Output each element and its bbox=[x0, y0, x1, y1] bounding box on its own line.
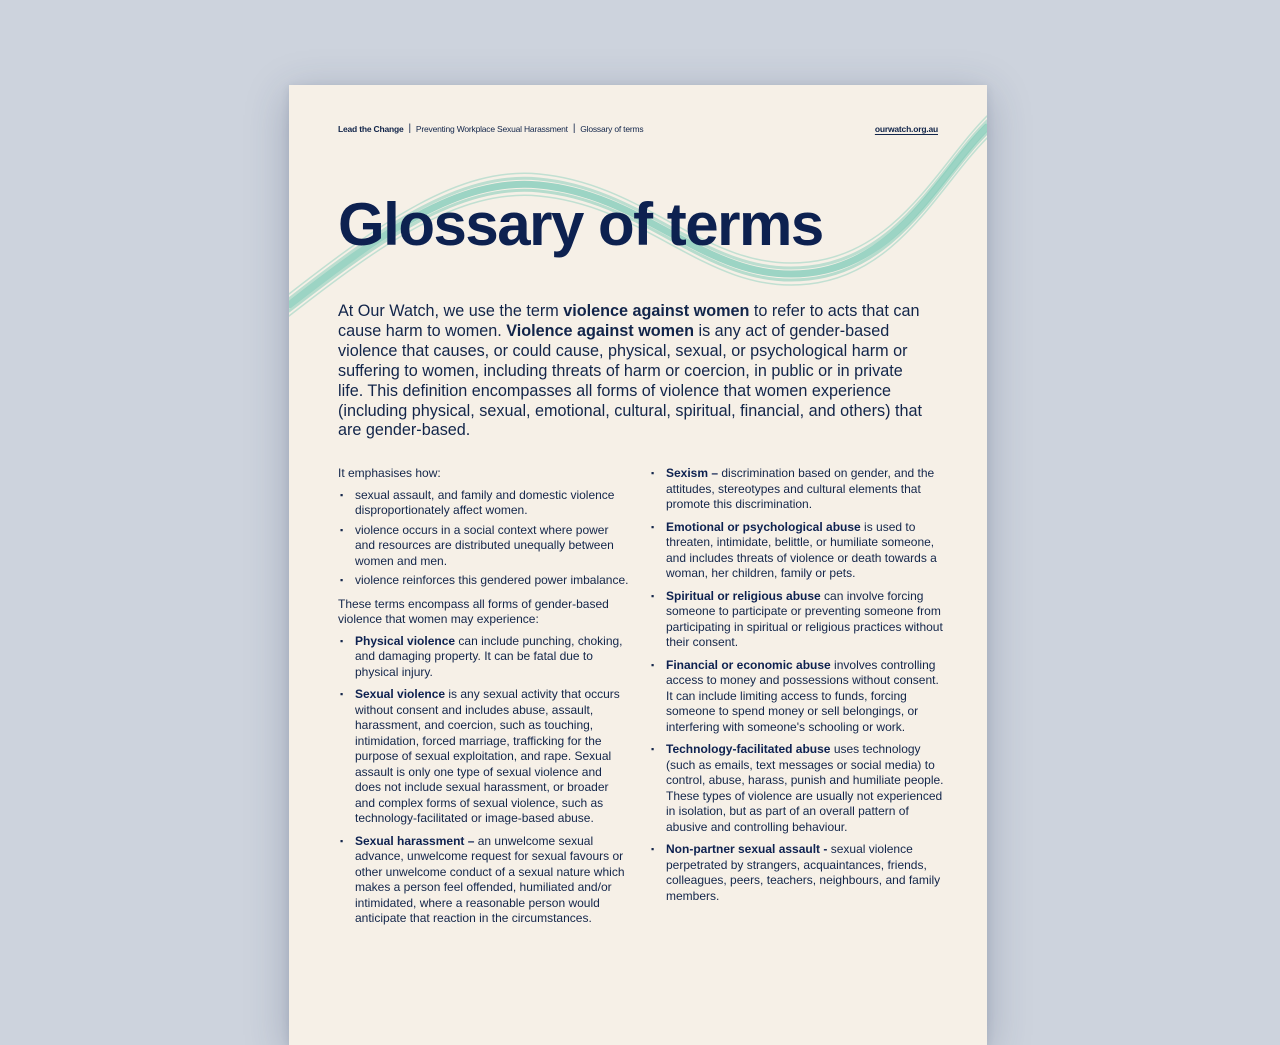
bullet-icon: ▪ bbox=[651, 521, 655, 532]
site-link[interactable]: ourwatch.org.au bbox=[874, 123, 938, 134]
glossary-term: Non-partner sexual assault - bbox=[666, 842, 828, 856]
bullet-icon: ▪ bbox=[340, 489, 344, 500]
breadcrumb-glossary: Glossary of terms bbox=[580, 123, 644, 134]
bullet-icon: ▪ bbox=[340, 524, 344, 535]
glossary-term: Financial or economic abuse bbox=[666, 657, 831, 672]
breadcrumb-separator: | bbox=[408, 123, 411, 134]
right-column bbox=[649, 466, 944, 912]
glossary-definition: involves controlling access to money and possessions without consent. It can include limiting access to funds, forcing someone to spend money or sell belongings, or interfering with someone's schooling or work. bbox=[666, 657, 939, 734]
list-item bbox=[338, 488, 630, 519]
glossary-term: Technology-facilitated abuse bbox=[666, 742, 831, 756]
glossary-term: Sexual harassment – bbox=[355, 833, 475, 848]
emphasises-list bbox=[338, 488, 630, 589]
left-terms-list bbox=[338, 634, 630, 927]
glossary-term: Physical violence bbox=[355, 633, 456, 648]
left-column bbox=[338, 466, 630, 935]
intro-text: At Our Watch, we use the term bbox=[338, 302, 564, 320]
glossary-definition: is any sexual activity that occurs without consent and includes abuse, assault, harassment, and coercion, such as touching, intimidation, forced marriage, trafficking for the purpose of sexual exploitation, and rape. Sexual assault is only one type of sexual violence and does not include sexual harassment, or broader and complex forms of sexual violence, such as technology-facilitated or image-based abuse. bbox=[355, 687, 620, 825]
glossary-item bbox=[649, 658, 944, 736]
glossary-definition: an unwelcome sexual advance, unwelcome request for sexual favours or other unwelcome conduct of a sexual nature which makes a person feel offended, humiliated and/or intimidated, where a reasonable person would anticipate that reaction in the circumstances. bbox=[355, 833, 625, 925]
glossary-item bbox=[338, 834, 630, 927]
intro-bold-term: Violence against women bbox=[506, 321, 694, 340]
glossary-definition: can involve forcing someone to participate or preventing someone from participating in spiritual or religious practices without their consent. bbox=[666, 588, 943, 649]
document-page bbox=[289, 85, 987, 1045]
glossary-term: Emotional or psychological abuse bbox=[666, 519, 861, 534]
breadcrumb-separator: | bbox=[572, 123, 576, 134]
glossary-definition: can include punching, choking, and damaging property. It can be fatal due to physical injury. bbox=[355, 633, 623, 679]
list-item-text: sexual assault, and family and domestic violence disproportionately affect women. bbox=[355, 487, 615, 517]
bullet-icon: ▪ bbox=[651, 468, 655, 478]
right-terms-list bbox=[649, 466, 944, 904]
breadcrumb-lead-the-change: Lead the Change bbox=[338, 123, 404, 134]
list-item-text: violence reinforces this gendered power imbalance. bbox=[355, 573, 629, 587]
glossary-item bbox=[338, 634, 630, 681]
glossary-item bbox=[649, 466, 944, 513]
intro-text: is any act of gender-based violence that causes, or could cause, physical, sexual, or psychological harm or suffering to women, including threats of harm or coercion, in public or in private life. This definition encompasses all forms of violence that women experience (including physical, sexual, emotional, cultural, spiritual, financial, and others) that are gender-based. bbox=[338, 321, 922, 440]
glossary-term: Spiritual or religious abuse bbox=[666, 588, 821, 603]
bullet-icon: ▪ bbox=[651, 844, 655, 854]
bullet-icon: ▪ bbox=[340, 835, 344, 846]
list-item-text: violence occurs in a social context where power and resources are distributed unequally between women and men. bbox=[355, 522, 614, 568]
bullet-icon: ▪ bbox=[340, 689, 344, 699]
intro-text: to refer to acts that can cause harm to women. bbox=[338, 302, 920, 340]
emphasises-label: It emphasises how: bbox=[338, 466, 441, 480]
encompass-label: These terms encompass all forms of gender-based violence that women may experience: bbox=[338, 596, 609, 626]
glossary-item bbox=[649, 520, 944, 582]
glossary-definition: discrimination based on gender, and the attitudes, stereotypes and cultural elements that promote this discrimination. bbox=[666, 466, 935, 511]
bullet-icon: ▪ bbox=[340, 575, 344, 585]
breadcrumb-preventing-harassment: Preventing Workplace Sexual Harassment bbox=[415, 123, 568, 134]
glossary-item bbox=[649, 742, 944, 835]
intro-paragraph bbox=[338, 302, 923, 441]
bullet-icon: ▪ bbox=[651, 744, 655, 754]
list-item bbox=[338, 523, 630, 570]
bullet-icon: ▪ bbox=[340, 635, 344, 646]
intro-bold-term: violence against women bbox=[563, 302, 750, 320]
glossary-item bbox=[338, 687, 630, 827]
list-item bbox=[338, 573, 630, 589]
page-header bbox=[338, 123, 938, 134]
glossary-item bbox=[649, 589, 944, 651]
glossary-term: Sexual violence bbox=[355, 687, 446, 701]
glossary-definition: is used to threaten, intimidate, belittle, or humiliate someone, and includes threats of violence or death towards a woman, her children, family or pets. bbox=[666, 519, 937, 580]
bullet-icon: ▪ bbox=[651, 590, 655, 601]
glossary-term: Sexism – bbox=[666, 466, 719, 480]
glossary-item bbox=[649, 842, 944, 904]
page-title: Glossary of terms bbox=[338, 191, 823, 258]
glossary-definition: uses technology (such as emails, text messages or social media) to control, abuse, harass, punish and humiliate people. These types of violence are usually not experienced in isolation, but as part of an overall pattern of abusive and controlling behaviour. bbox=[666, 742, 944, 834]
glossary-definition: sexual violence perpetrated by strangers, acquaintances, friends, colleagues, peers, teachers, neighbours, and family members. bbox=[666, 842, 941, 903]
bullet-icon: ▪ bbox=[651, 659, 655, 670]
